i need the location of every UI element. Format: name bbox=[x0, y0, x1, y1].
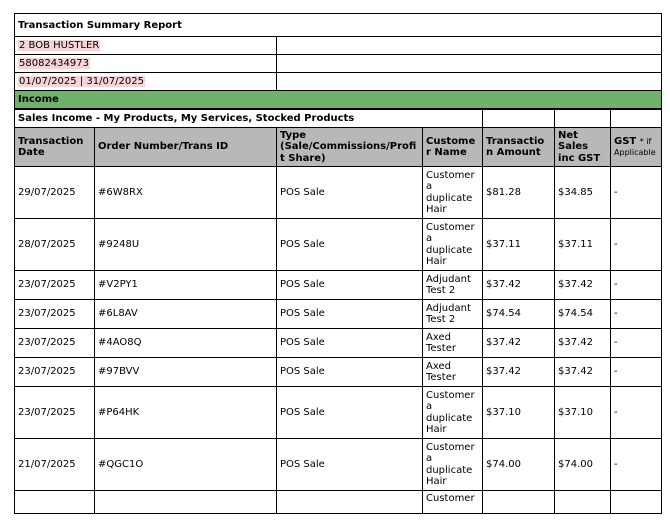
column-header-amount: Transaction Amount bbox=[483, 128, 555, 167]
cell-order: #P64HK bbox=[95, 387, 277, 439]
cell-customer: Customer a duplicate Hair bbox=[423, 167, 483, 219]
cell-type: POS Sale bbox=[277, 219, 423, 271]
cell-type: POS Sale bbox=[277, 167, 423, 219]
cell-amount: $74.00 bbox=[483, 439, 555, 491]
column-header-type: Type (Sale/Commissions/Profit Share) bbox=[277, 128, 423, 167]
cell-net: $37.10 bbox=[555, 387, 611, 439]
table-row bbox=[15, 358, 662, 387]
cell-customer: Adjudant Test 2 bbox=[423, 271, 483, 300]
table-row bbox=[15, 329, 662, 358]
cell-gst: - bbox=[611, 167, 662, 219]
cell-customer: Axed Tester bbox=[423, 358, 483, 387]
column-header-row bbox=[15, 128, 662, 167]
cell-customer: Customer a duplicate Hair bbox=[423, 387, 483, 439]
table-row bbox=[15, 219, 662, 271]
column-header-customer: Customer Name bbox=[423, 128, 483, 167]
cell-net: $37.42 bbox=[555, 358, 611, 387]
column-header-date: Transaction Date bbox=[15, 128, 95, 167]
table-row bbox=[15, 300, 662, 329]
cell-gst: - bbox=[611, 271, 662, 300]
cell-amount: $37.42 bbox=[483, 271, 555, 300]
cell-net: $37.42 bbox=[555, 271, 611, 300]
table-row bbox=[15, 439, 662, 491]
report-period: 01/07/2025 | 31/07/2025 bbox=[19, 76, 144, 87]
cell-customer: Customer bbox=[423, 491, 483, 514]
cell-date: 23/07/2025 bbox=[15, 300, 95, 329]
cell-date: 23/07/2025 bbox=[15, 358, 95, 387]
cell-amount: $81.28 bbox=[483, 167, 555, 219]
report-header-table bbox=[14, 13, 662, 109]
cell-gst: - bbox=[611, 358, 662, 387]
cell-order: #4AO8Q bbox=[95, 329, 277, 358]
cell-net: $37.11 bbox=[555, 219, 611, 271]
section-heading: Sales Income - My Products, My Services, Stocked Products bbox=[15, 110, 483, 128]
table-row bbox=[15, 387, 662, 439]
cell-date: 23/07/2025 bbox=[15, 329, 95, 358]
cell-customer: Customer a duplicate Hair bbox=[423, 219, 483, 271]
gst-note: * if Applicable bbox=[614, 136, 656, 157]
cell-date: 21/07/2025 bbox=[15, 439, 95, 491]
cell-type: POS Sale bbox=[277, 271, 423, 300]
cell-date: 28/07/2025 bbox=[15, 219, 95, 271]
cell-type: POS Sale bbox=[277, 358, 423, 387]
column-header-gst bbox=[611, 128, 662, 167]
cell-amount: $37.42 bbox=[483, 329, 555, 358]
cell-order: #97BVV bbox=[95, 358, 277, 387]
cell-order: #V2PY1 bbox=[95, 271, 277, 300]
abn-number: 58082434973 bbox=[19, 58, 89, 69]
cell-date: 29/07/2025 bbox=[15, 167, 95, 219]
cell-order: #6W8RX bbox=[95, 167, 277, 219]
gst-label: GST bbox=[614, 135, 637, 147]
cell-customer: Customer a duplicate Hair bbox=[423, 439, 483, 491]
cell-date: 23/07/2025 bbox=[15, 387, 95, 439]
cell-gst: - bbox=[611, 329, 662, 358]
cell-net: $74.54 bbox=[555, 300, 611, 329]
cell-customer: Axed Tester bbox=[423, 329, 483, 358]
cell-amount: $37.11 bbox=[483, 219, 555, 271]
cell-type: POS Sale bbox=[277, 387, 423, 439]
cell-type: POS Sale bbox=[277, 300, 423, 329]
table-row bbox=[15, 271, 662, 300]
cell-amount: $74.54 bbox=[483, 300, 555, 329]
cell-order: #6L8AV bbox=[95, 300, 277, 329]
cell-order: #9248U bbox=[95, 219, 277, 271]
transaction-summary-report bbox=[14, 13, 662, 514]
cell-order: #QGC1O bbox=[95, 439, 277, 491]
column-header-order: Order Number/Trans ID bbox=[95, 128, 277, 167]
table-row bbox=[15, 167, 662, 219]
cell-gst: - bbox=[611, 219, 662, 271]
cell-customer: Adjudant Test 2 bbox=[423, 300, 483, 329]
cell-gst: - bbox=[611, 300, 662, 329]
cell-amount: $37.42 bbox=[483, 358, 555, 387]
cell-gst: - bbox=[611, 439, 662, 491]
cell-gst: - bbox=[611, 387, 662, 439]
cell-date: 23/07/2025 bbox=[15, 271, 95, 300]
report-title: Transaction Summary Report bbox=[15, 14, 662, 37]
table-row-partial bbox=[15, 491, 662, 514]
cell-net: $37.42 bbox=[555, 329, 611, 358]
cell-type: POS Sale bbox=[277, 439, 423, 491]
income-heading: Income bbox=[15, 91, 662, 109]
cell-net: $74.00 bbox=[555, 439, 611, 491]
cell-net: $34.85 bbox=[555, 167, 611, 219]
business-name: 2 BOB HUSTLER bbox=[19, 40, 100, 51]
column-header-net: Net Sales inc GST bbox=[555, 128, 611, 167]
cell-type: POS Sale bbox=[277, 329, 423, 358]
transactions-table bbox=[14, 109, 662, 514]
cell-amount: $37.10 bbox=[483, 387, 555, 439]
